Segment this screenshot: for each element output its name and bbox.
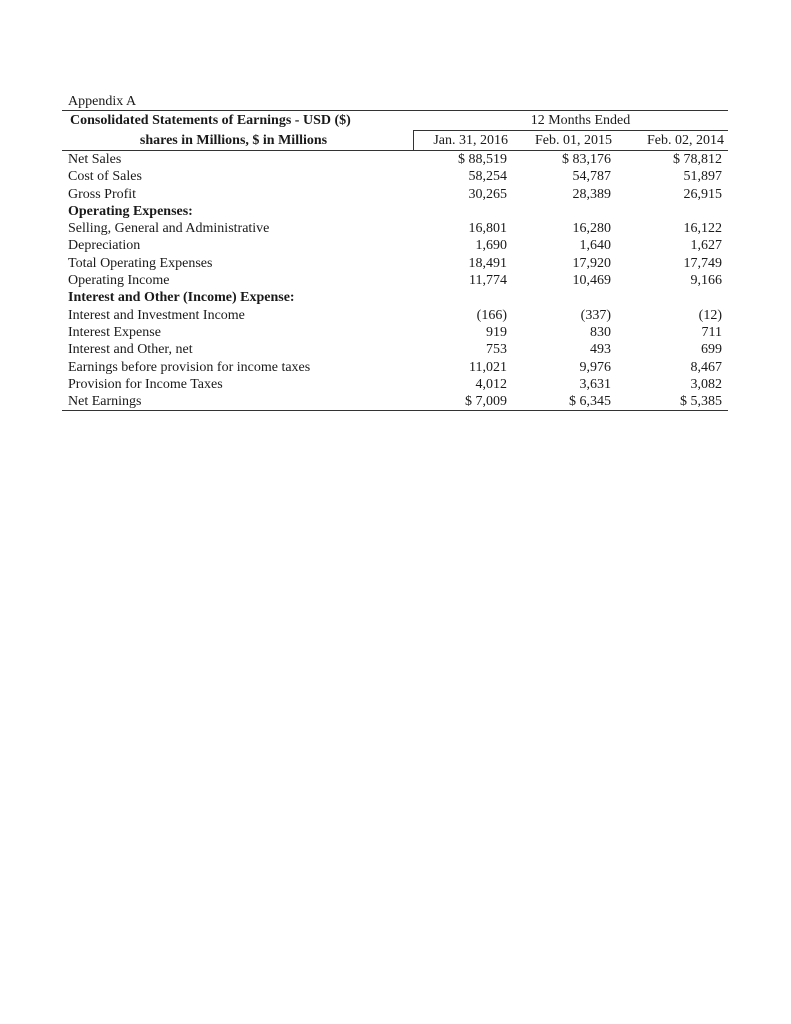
row-value: $ 6,345 bbox=[569, 394, 611, 410]
row-value: 10,469 bbox=[572, 273, 611, 289]
row-value: (166) bbox=[476, 307, 507, 323]
row-value: 4,012 bbox=[475, 376, 507, 392]
row-label: Provision for Income Taxes bbox=[68, 376, 223, 392]
row-value: 26,915 bbox=[683, 186, 722, 202]
row-label: Depreciation bbox=[68, 238, 141, 254]
column-header-2016: Jan. 31, 2016 bbox=[413, 131, 512, 150]
table-header bbox=[62, 111, 728, 151]
row-value: 18,491 bbox=[468, 255, 507, 271]
row-value bbox=[413, 203, 512, 220]
row-value: 11,021 bbox=[469, 359, 507, 375]
column-header-2015: Feb. 01, 2015 bbox=[535, 133, 612, 148]
row-value: 8,467 bbox=[690, 359, 722, 375]
row-value: 51,897 bbox=[683, 169, 722, 185]
statement-subtitle: shares in Millions, $ in Millions bbox=[139, 133, 328, 148]
row-value: $ 7,009 bbox=[465, 394, 507, 410]
table-row bbox=[62, 376, 728, 393]
row-value: 28,389 bbox=[572, 186, 611, 202]
statement-title: Consolidated Statements of Earnings - USD ($) bbox=[70, 113, 351, 128]
table-row bbox=[62, 393, 728, 410]
row-value bbox=[616, 203, 728, 220]
row-value: 919 bbox=[486, 324, 507, 340]
table-row bbox=[62, 220, 728, 237]
row-value: $ 5,385 bbox=[680, 394, 722, 410]
row-value: 17,920 bbox=[572, 255, 611, 271]
section-header-row bbox=[62, 203, 728, 220]
row-label: Operating Expenses: bbox=[68, 203, 193, 219]
row-value bbox=[616, 289, 728, 306]
row-label: Net Sales bbox=[68, 152, 122, 167]
row-value: 830 bbox=[590, 324, 611, 340]
row-value: 699 bbox=[701, 342, 722, 358]
row-value: 3,082 bbox=[690, 376, 722, 392]
row-value: 16,122 bbox=[683, 221, 722, 237]
row-value bbox=[512, 203, 616, 220]
row-value: (337) bbox=[580, 307, 611, 323]
table-row bbox=[62, 186, 728, 203]
row-label: Interest and Investment Income bbox=[68, 307, 245, 323]
column-header-2014: Feb. 02, 2014 bbox=[647, 133, 724, 148]
row-label: Total Operating Expenses bbox=[68, 255, 213, 271]
row-value: $ 83,176 bbox=[562, 152, 611, 167]
financial-statement bbox=[62, 93, 728, 411]
row-value bbox=[413, 289, 512, 306]
row-value: 11,774 bbox=[469, 273, 507, 289]
row-value: 58,254 bbox=[468, 169, 507, 185]
row-label: Interest and Other, net bbox=[68, 342, 193, 358]
row-value: $ 78,812 bbox=[673, 152, 722, 167]
row-value: 1,627 bbox=[690, 238, 722, 254]
row-value: $ 88,519 bbox=[458, 152, 507, 167]
table-row bbox=[62, 272, 728, 289]
table-row bbox=[62, 168, 728, 185]
row-label: Cost of Sales bbox=[68, 169, 142, 185]
row-value: 54,787 bbox=[572, 169, 611, 185]
row-value: 16,280 bbox=[572, 221, 611, 237]
table-row bbox=[62, 151, 728, 168]
row-label: Net Earnings bbox=[68, 394, 142, 410]
table-row bbox=[62, 237, 728, 254]
row-label: Earnings before provision for income taxes bbox=[68, 359, 311, 375]
row-value: 9,166 bbox=[690, 273, 722, 289]
row-value: 753 bbox=[486, 342, 507, 358]
row-label: Gross Profit bbox=[68, 186, 137, 202]
row-value: 1,640 bbox=[579, 238, 611, 254]
row-value: 17,749 bbox=[683, 255, 722, 271]
row-value: 711 bbox=[701, 324, 722, 340]
statement-rows bbox=[62, 151, 728, 411]
table-row bbox=[62, 359, 728, 376]
row-label: Operating Income bbox=[68, 273, 170, 289]
section-header-row bbox=[62, 289, 728, 306]
row-value: 30,265 bbox=[468, 186, 507, 202]
row-value: 3,631 bbox=[579, 376, 611, 392]
row-value: 1,690 bbox=[475, 238, 507, 254]
row-label: Interest and Other (Income) Expense: bbox=[68, 290, 295, 306]
table-row bbox=[62, 307, 728, 324]
row-value bbox=[512, 289, 616, 306]
table-row bbox=[62, 324, 728, 341]
row-value: 16,801 bbox=[468, 221, 507, 237]
table-row bbox=[62, 255, 728, 272]
appendix-label: Appendix A bbox=[62, 93, 728, 111]
row-value: 9,976 bbox=[579, 359, 611, 375]
table-row bbox=[62, 341, 728, 358]
row-value: 493 bbox=[590, 342, 611, 358]
row-label: Interest Expense bbox=[68, 324, 161, 340]
row-value: (12) bbox=[698, 307, 722, 323]
row-label: Selling, General and Administrative bbox=[68, 221, 270, 237]
period-header: 12 Months Ended bbox=[413, 111, 728, 131]
